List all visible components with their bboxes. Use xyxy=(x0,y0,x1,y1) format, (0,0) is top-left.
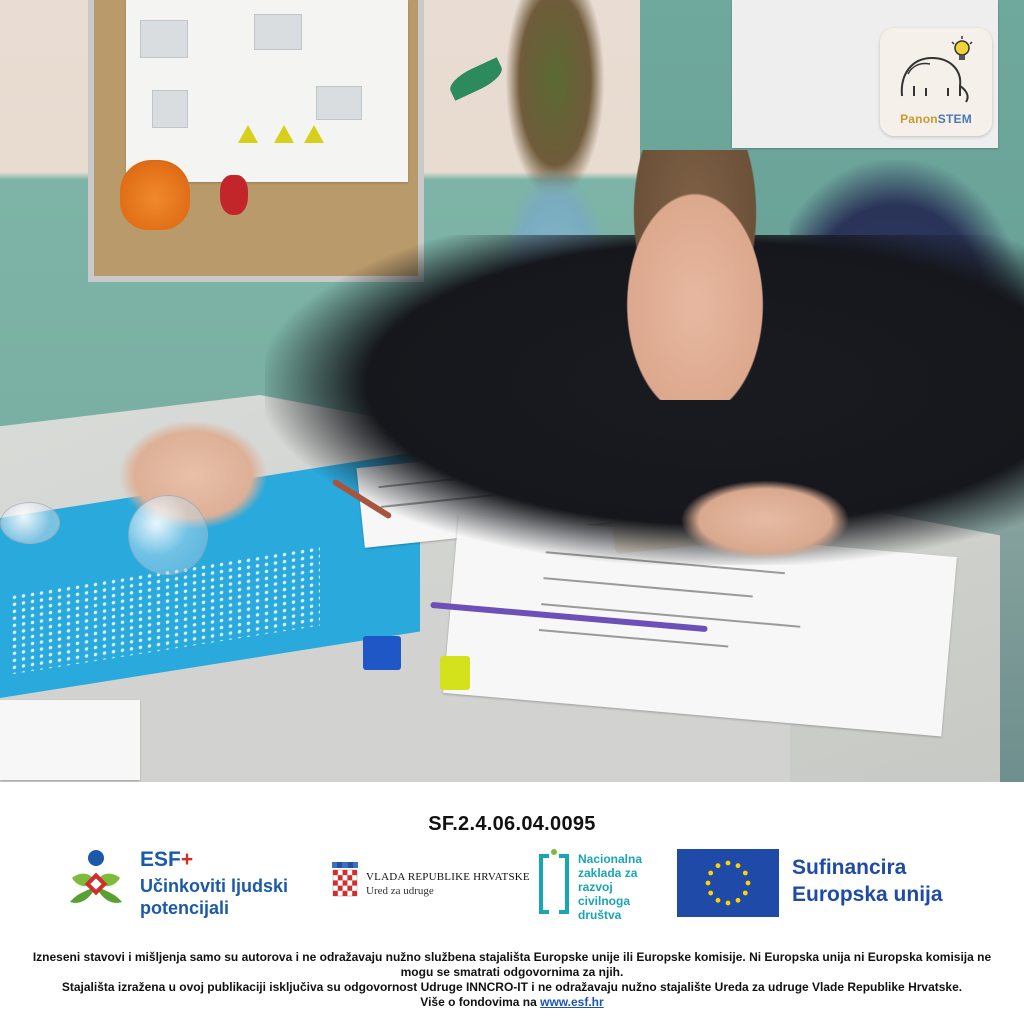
student-right-hand xyxy=(680,480,850,560)
foundation-line-5: društva xyxy=(578,908,622,922)
croatian-coat-of-arms-icon xyxy=(331,862,359,904)
foundation-line-4: civilnoga xyxy=(578,894,631,908)
plastic-ornament xyxy=(128,495,208,575)
paper-apple xyxy=(220,175,248,215)
project-code: SF.2.4.06.04.0095 xyxy=(428,813,596,835)
foundation-line-3: razvoj xyxy=(578,880,613,894)
esf-title xyxy=(140,848,193,872)
disclaimer-more-info xyxy=(18,995,1006,1010)
esf-title-plus: + xyxy=(180,848,194,871)
esf-website-link[interactable]: www.esf.hr xyxy=(540,995,604,1009)
disclaimer-eu: Izneseni stavovi i mišljenja samo su autorova i ne odražavaju nužno službena stajališta Europske unije ili Europske komisije. Ni Europska unija ni Europska komisija ne mogu se smatrati odgovornima za njih. xyxy=(32,950,992,979)
mammoth-lightbulb-icon xyxy=(890,34,982,112)
foundation-line-2: zaklada za xyxy=(578,866,638,880)
panon-word: Panon xyxy=(900,112,938,126)
plastic-ball-small xyxy=(0,502,60,544)
lego-brick-yellow xyxy=(440,656,470,690)
eu-flag-icon xyxy=(677,849,779,917)
esf-subtitle: Učinkoviti ljudski potencijali xyxy=(140,876,289,918)
foundation-name xyxy=(578,852,658,922)
foundation-line-1: Nacionalna xyxy=(578,852,643,866)
eu-stars-icon xyxy=(677,849,779,917)
more-info-prefix: Više o fondovima na xyxy=(420,995,541,1009)
paper-pumpkin xyxy=(120,160,190,230)
panonstem-logo xyxy=(880,28,992,136)
panonstem-wordmark xyxy=(880,112,992,126)
esf-flower-icon xyxy=(62,848,132,918)
government-title: VLADA REPUBLIKE HRVATSKE xyxy=(366,871,530,883)
government-subtitle: Ured za udruge xyxy=(366,885,434,897)
worksheet-corner xyxy=(0,700,140,780)
eu-line-2: Europska unija xyxy=(792,883,943,906)
safety-poster xyxy=(126,0,408,182)
esf-title-main: ESF xyxy=(140,848,181,871)
foundation-bracket-icon xyxy=(537,848,571,920)
eu-line-1: Sufinancira xyxy=(792,856,907,879)
disclaimer xyxy=(18,950,1006,1010)
stem-word: STEM xyxy=(937,112,972,126)
funding-footer xyxy=(0,782,1024,1024)
student-head xyxy=(600,150,790,400)
eu-cofunding-text xyxy=(792,854,943,908)
disclaimer-government: Stajališta izražena u ovoj publikaciji isključiva su odgovornost Udruge INNCRO-IT i ne odražavaju nužno stajalište Ureda za udruge Vlade Republike Hrvatske. xyxy=(61,980,963,994)
paper-leaf xyxy=(446,57,506,101)
lego-brick-blue xyxy=(363,636,401,670)
